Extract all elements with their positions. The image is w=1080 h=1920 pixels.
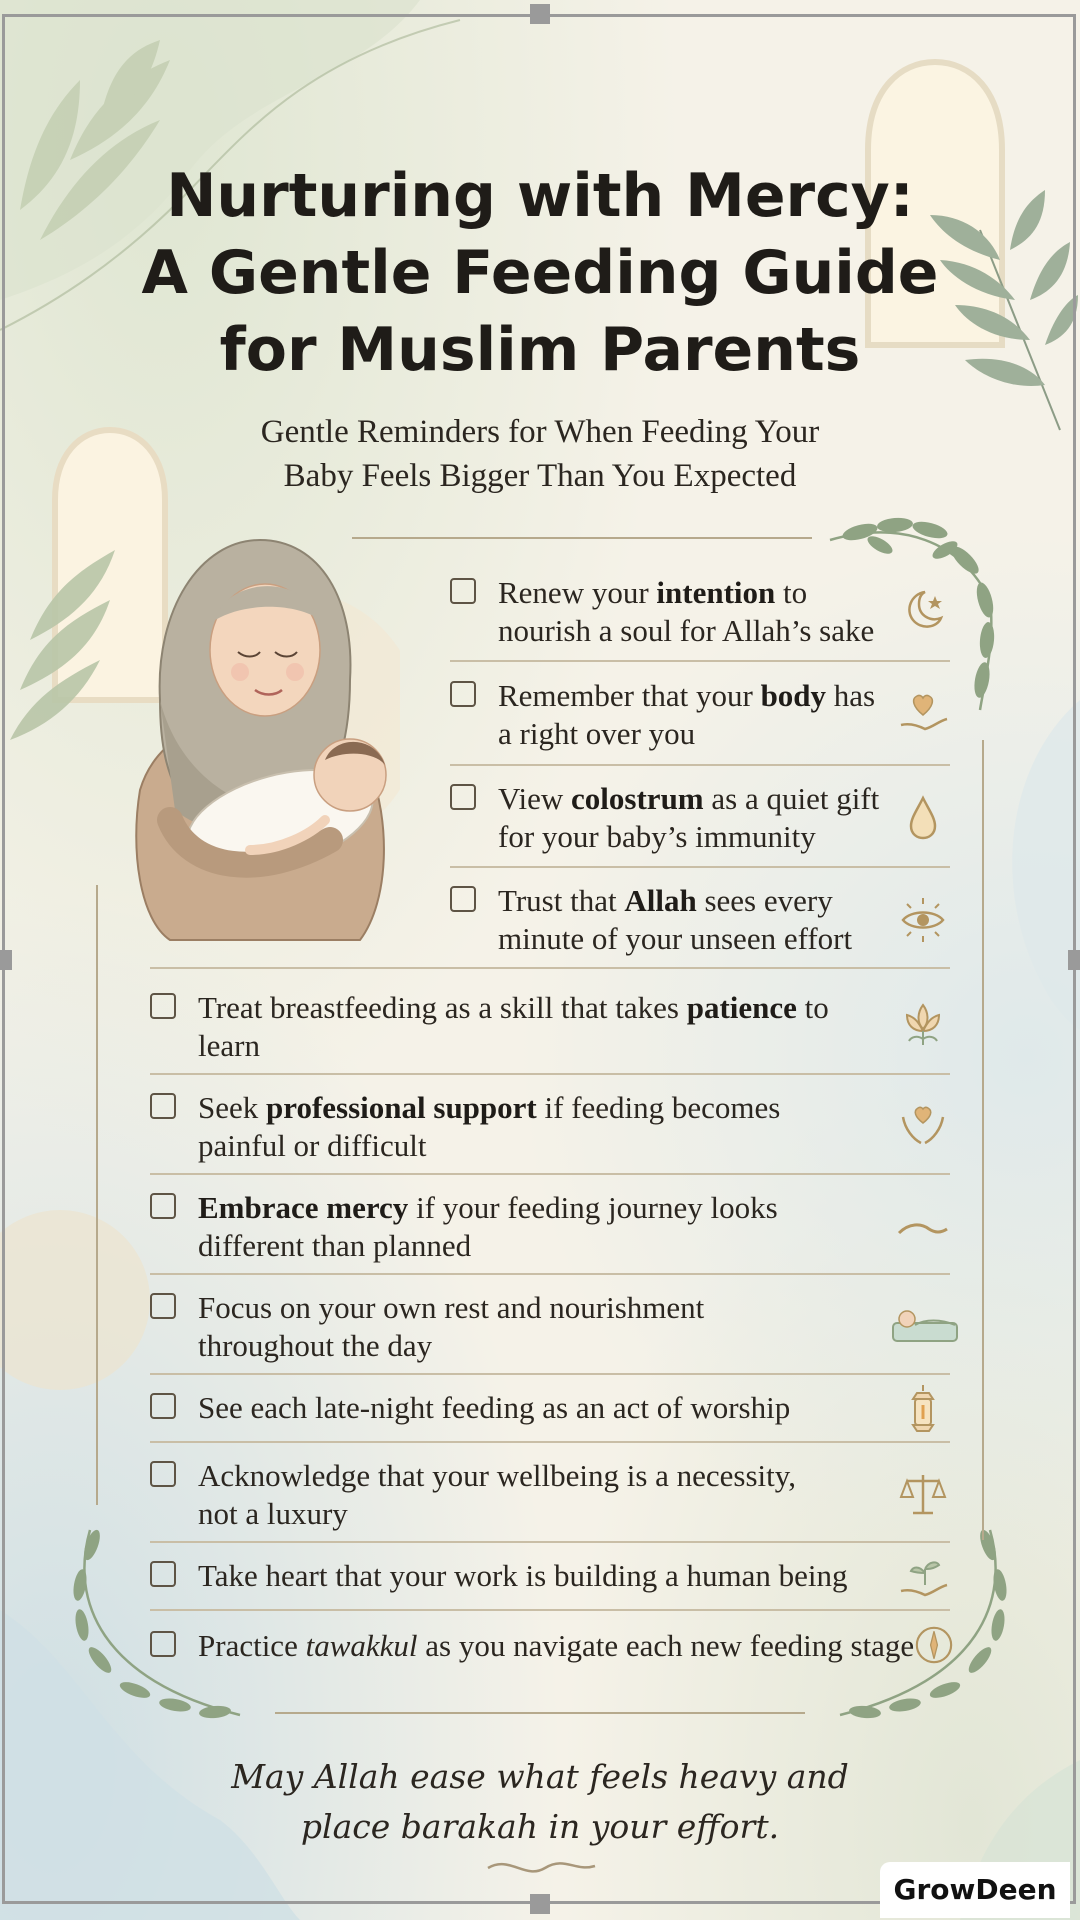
- lantern-icon: [895, 1381, 951, 1437]
- checkbox[interactable]: [450, 886, 476, 912]
- row-separator: [150, 967, 950, 969]
- checkbox[interactable]: [150, 1093, 176, 1119]
- checkbox[interactable]: [150, 1193, 176, 1219]
- resize-handle-left[interactable]: [0, 950, 12, 970]
- resize-handle-right[interactable]: [1068, 950, 1080, 970]
- closing-line-2: place barakah in your effort.: [300, 1807, 780, 1846]
- checklist-item-text: See each late-night feeding as an act of worship: [198, 1390, 791, 1425]
- resting-icon: [885, 1295, 965, 1351]
- crescent-star-icon: [895, 582, 951, 638]
- eye-icon: [895, 892, 951, 948]
- bottom-divider: [275, 1712, 805, 1714]
- checkbox[interactable]: [450, 681, 476, 707]
- checklist-item-text: Renew your intention to nourish a soul for Allah’s sake: [498, 575, 875, 648]
- poster-title: [90, 158, 990, 389]
- checklist-item-text: Treat breastfeeding as a skill that takes patience to learn: [198, 990, 829, 1063]
- row-separator: [450, 764, 950, 766]
- row-separator: [150, 1609, 950, 1611]
- row-separator: [150, 1273, 950, 1275]
- title-line-2: A Gentle Feeding Guide: [141, 238, 939, 308]
- checkbox[interactable]: [450, 784, 476, 810]
- checkbox[interactable]: [150, 1393, 176, 1419]
- checkbox[interactable]: [150, 1461, 176, 1487]
- scales-icon: [895, 1467, 951, 1523]
- checklist-item-text: Focus on your own rest and nourishment throughout the day: [198, 1290, 705, 1363]
- top-divider: [352, 537, 812, 539]
- row-separator: [150, 1073, 950, 1075]
- compass-icon: [910, 1621, 958, 1669]
- checkbox[interactable]: [150, 1631, 176, 1657]
- title-line-1: Nurturing with Mercy:: [166, 161, 914, 231]
- checklist-item-text: Remember that your body has a right over you: [498, 678, 876, 751]
- row-separator: [150, 1441, 950, 1443]
- wave-icon: [895, 1201, 951, 1257]
- brand-watermark: GrowDeen: [880, 1862, 1070, 1918]
- title-line-3: for Muslim Parents: [219, 315, 861, 385]
- poster-subtitle: [140, 410, 940, 498]
- resize-handle-bottom[interactable]: [530, 1894, 550, 1914]
- resize-handle-top[interactable]: [530, 4, 550, 24]
- checkbox[interactable]: [450, 578, 476, 604]
- row-separator: [450, 866, 950, 868]
- subtitle-line-1: Gentle Reminders for When Feeding Your: [260, 414, 820, 450]
- heart-in-hand-icon: [895, 685, 951, 741]
- row-separator: [150, 1173, 950, 1175]
- checkbox[interactable]: [150, 1561, 176, 1587]
- subtitle-line-2: Baby Feels Bigger Than You Expected: [283, 458, 797, 494]
- checklist-item-text: Acknowledge that your wellbeing is a necessity, not a luxury: [198, 1458, 797, 1531]
- row-separator: [150, 1373, 950, 1375]
- sprout-hand-icon: [895, 1551, 951, 1607]
- list-left-rule: [96, 885, 98, 1505]
- closing-line-1: May Allah ease what feels heavy and: [231, 1757, 849, 1796]
- checklist-item-text: View colostrum as a quiet gift for your baby’s immunity: [498, 781, 880, 854]
- checklist-item-text: Seek professional support if feeding becomes painful or difficult: [198, 1090, 781, 1163]
- droplet-icon: [895, 790, 951, 846]
- checklist-item-text: Embrace mercy if your feeding journey looks different than planned: [198, 1190, 778, 1263]
- list-right-rule: [982, 740, 984, 1540]
- checkbox[interactable]: [150, 993, 176, 1019]
- row-separator: [150, 1541, 950, 1543]
- checklist-item-text: Take heart that your work is building a human being: [198, 1558, 848, 1593]
- hands-heart-icon: [895, 1097, 951, 1153]
- checklist-item-text: Trust that Allah sees every minute of your unseen effort: [498, 883, 853, 956]
- closing-dua: [140, 1752, 940, 1852]
- checkbox[interactable]: [150, 1293, 176, 1319]
- row-separator: [450, 660, 950, 662]
- lotus-icon: [895, 995, 951, 1051]
- checklist-item-text: Practice tawakkul as you navigate each new feeding stage: [198, 1628, 915, 1663]
